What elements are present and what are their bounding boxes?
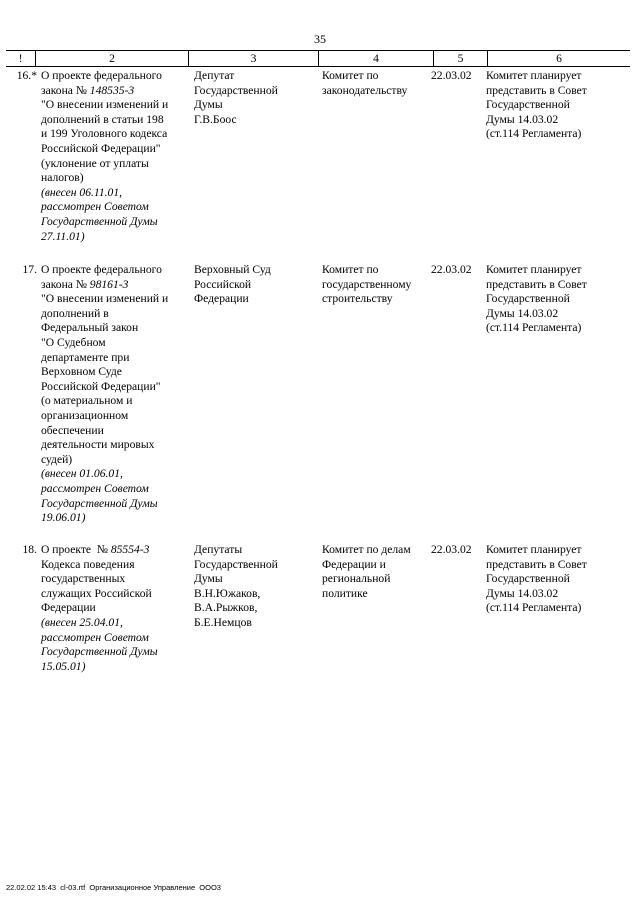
header-col-2: 2 xyxy=(109,52,115,65)
bill-subject: "О внесении изменений и дополнений в статьи 198 и 199 Уголовного кодекса Российской Федерации" (уклонение от уплаты налогов) xyxy=(41,98,169,185)
bill-description xyxy=(41,543,191,674)
date: 22.03.02 xyxy=(431,263,472,276)
bill-title: О проекте федерального закона № xyxy=(41,69,162,97)
plan-note: Комитет планирует представить в Совет Государственной Думы 14.03.02 (ст.114 Регламента) xyxy=(486,543,587,615)
bill-description xyxy=(41,69,191,244)
bill-subject: "О внесении изменений и дополнений в Федеральный закон "О Судебном департаменте при Верховном Суде Российской Федерации" (о материальном и организационном обеспечении деятельности мировых судей) xyxy=(41,292,169,466)
bill-title: О проекте № xyxy=(41,543,111,556)
bill-number: 98161-3 xyxy=(89,277,129,291)
bill-author: Депутаты Государственной Думы В.Н.Южаков, В.А.Рыжков, Б.Е.Немцов xyxy=(194,543,278,629)
responsible-committee: Комитет по государственному строительству xyxy=(322,263,412,306)
header-col-5: 5 xyxy=(457,52,464,65)
header-col-4: 4 xyxy=(373,52,379,65)
responsible-committee: Комитет по делам Федерации и региональной политике xyxy=(322,543,411,600)
bill-status-note: (внесен 06.11.01, рассмотрен Советом Государственной Думы 27.11.01) xyxy=(41,185,158,243)
bill-author: Верховный Суд Российской Федерации xyxy=(194,263,271,306)
bill-description xyxy=(41,263,191,526)
date: 22.03.02 xyxy=(431,543,472,556)
date: 22.03.02 xyxy=(431,69,472,82)
bill-status-note: (внесен 01.06.01, рассмотрен Советом Государственной Думы 19.06.01) xyxy=(41,467,158,525)
header-col-1: ! xyxy=(18,52,23,65)
table-header xyxy=(6,50,630,67)
item-number: 17. xyxy=(22,263,37,276)
header-col-6: 6 xyxy=(556,52,562,65)
plan-note: Комитет планирует представить в Совет Государственной Думы 14.03.02 (ст.114 Регламента) xyxy=(486,263,587,335)
bill-subject: Кодекса поведения государственных служащих Российской Федерации xyxy=(41,557,152,615)
item-number: 18. xyxy=(22,543,37,556)
document-footer: 22.02.02 15:43 cl-03.rtf Организационное Управление ООО3 xyxy=(6,883,221,892)
plan-note: Комитет планирует представить в Совет Государственной Думы 14.03.02 (ст.114 Регламента) xyxy=(486,69,587,141)
header-col-3: 3 xyxy=(250,52,257,65)
responsible-committee: Комитет по законодательству xyxy=(322,69,408,97)
bill-author: Депутат Государственной Думы Г.В.Боос xyxy=(194,69,278,126)
bill-status-note: (внесен 25.04.01, рассмотрен Советом Государственной Думы 15.05.01) xyxy=(41,615,158,673)
bill-number: 148535-3 xyxy=(89,83,135,97)
bill-number: 85554-3 xyxy=(110,543,150,556)
bill-title: О проекте федерального закона № xyxy=(41,263,162,291)
item-number: 16.* xyxy=(16,69,37,82)
page-number: 35 xyxy=(314,32,326,46)
